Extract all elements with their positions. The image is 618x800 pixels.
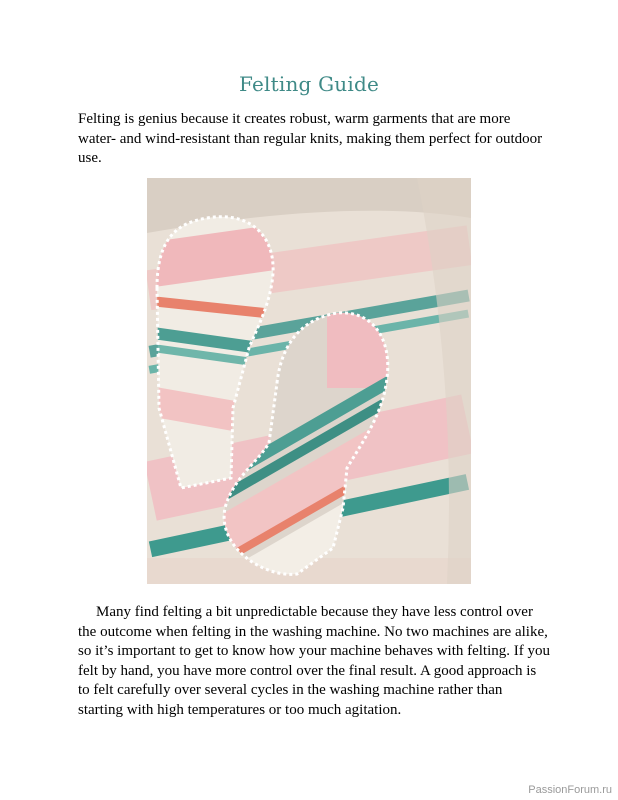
page-title: Felting Guide: [239, 72, 379, 96]
watermark: PassionForum.ru: [528, 784, 612, 796]
intro-paragraph: Felting is genius because it creates robust, warm garments that are more water- and wind-resistant than regular knits, making them perfect for outdoor use.: [78, 111, 543, 166]
body-paragraph: Many find felting a bit unpredictable because they have less control over the outcome when felting in the washing machine. No two machines are alike, so it’s important to get to know how your machine behaves with felting. If you felt by hand, you have more control over the final result. A good approach is to felt carefully over several cycles in the washing machine rather than starting with high temperatures or too much agitation.: [78, 604, 551, 718]
felted-mittens-photo: [147, 178, 471, 584]
